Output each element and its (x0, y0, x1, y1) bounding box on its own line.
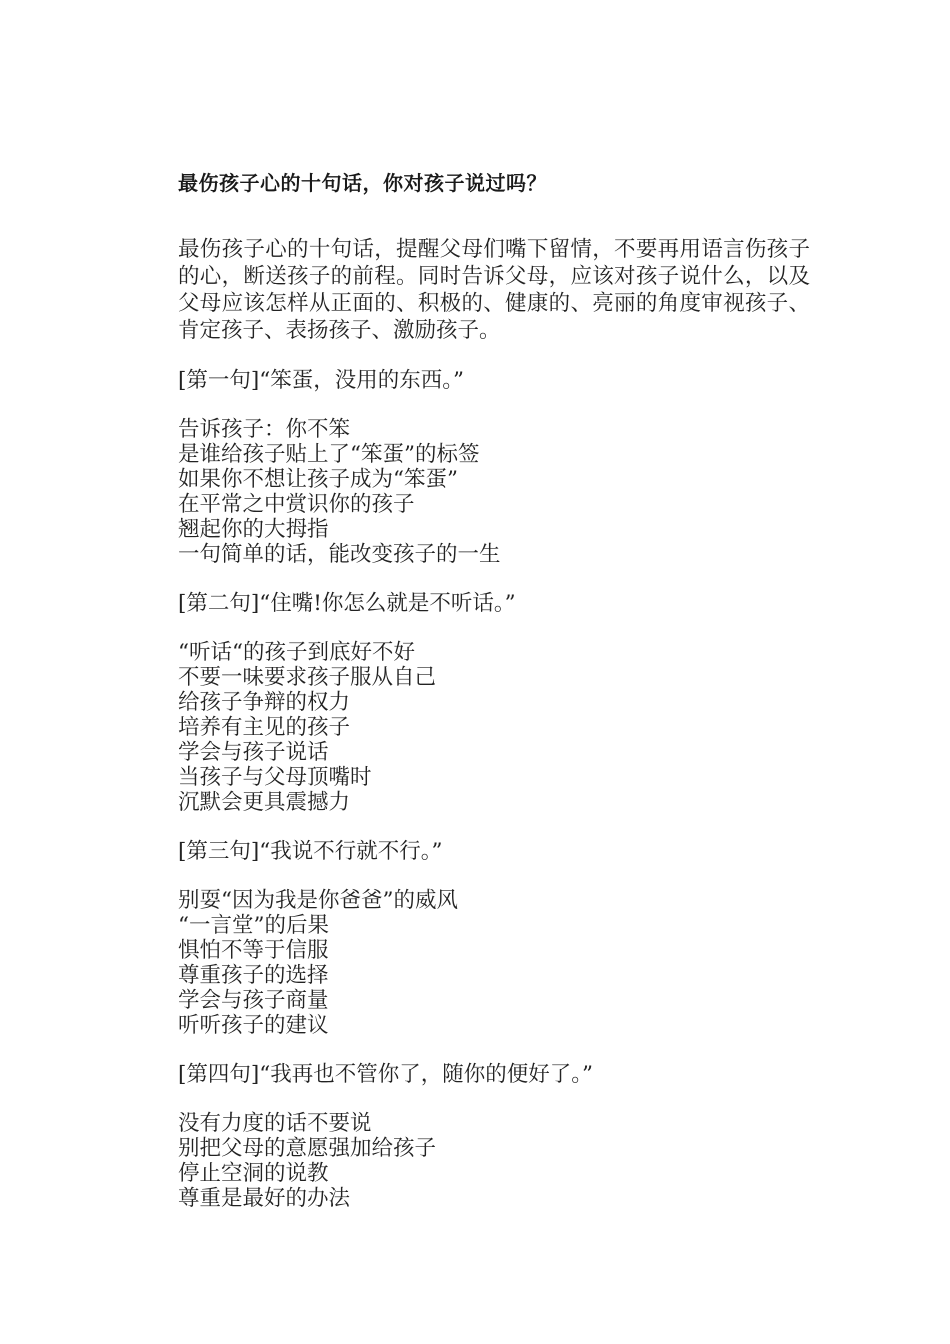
section-line: 培养有主见的孩子 (178, 715, 351, 740)
section-line: 学会与孩子商量 (178, 988, 329, 1013)
document-body (178, 236, 810, 1211)
section-3 (178, 839, 810, 1038)
section-lines (178, 888, 810, 1038)
section-lines (178, 640, 810, 815)
section-lines (178, 417, 810, 567)
section-heading: [第三句]“我说不行就不行。” (178, 839, 443, 864)
section-line: 别耍“因为我是你爸爸”的威风 (178, 888, 458, 913)
section-line: 没有力度的话不要说 (178, 1111, 372, 1136)
section-1 (178, 368, 810, 567)
section-line: 如果你不想让孩子成为“笨蛋” (178, 467, 458, 492)
section-2 (178, 591, 810, 815)
section-line: 沉默会更具震撼力 (178, 790, 351, 815)
section-line: 尊重孩子的选择 (178, 963, 329, 988)
section-line: 不要一味要求孩子服从自己 (178, 665, 437, 690)
intro-paragraph: 最伤孩子心的十句话，提醒父母们嘴下留情，不要再用语言伤孩子的心，断送孩子的前程。同时告诉父母，应该对孩子说什么，以及父母应该怎样从正面的、积极的、健康的、亮丽的角度审视孩子、肯定孩子、表扬孩子、激励孩子。 (178, 237, 810, 343)
section-line: 在平常之中赏识你的孩子 (178, 492, 415, 517)
section-heading: [第一句]“笨蛋，没用的东西。” (178, 368, 465, 393)
section-line: “一言堂”的后果 (178, 913, 329, 938)
document-title: 最伤孩子心的十句话，你对孩子说过吗？ (178, 171, 547, 195)
section-4 (178, 1062, 810, 1211)
section-line: 一句简单的话，能改变孩子的一生 (178, 542, 501, 567)
section-line: 翘起你的大拇指 (178, 517, 329, 542)
section-line: 惧怕不等于信服 (178, 938, 329, 963)
section-line: 停止空洞的说教 (178, 1161, 329, 1186)
section-line: 当孩子与父母顶嘴时 (178, 765, 372, 790)
section-heading: [第四句]“我再也不管你了，随你的便好了。” (178, 1062, 594, 1087)
section-line: “听话“的孩子到底好不好 (178, 640, 415, 665)
section-lines (178, 1111, 810, 1211)
section-line: 给孩子争辩的权力 (178, 690, 351, 715)
section-heading: [第二句]“住嘴!你怎么就是不听话。” (178, 591, 516, 616)
section-line: 别把父母的意愿强加给孩子 (178, 1136, 437, 1161)
section-line: 尊重是最好的办法 (178, 1186, 351, 1211)
section-line: 学会与孩子说话 (178, 740, 329, 765)
section-line: 听听孩子的建议 (178, 1013, 329, 1038)
section-line: 告诉孩子：你不笨 (178, 417, 351, 442)
section-line: 是谁给孩子贴上了“笨蛋”的标签 (178, 442, 480, 467)
